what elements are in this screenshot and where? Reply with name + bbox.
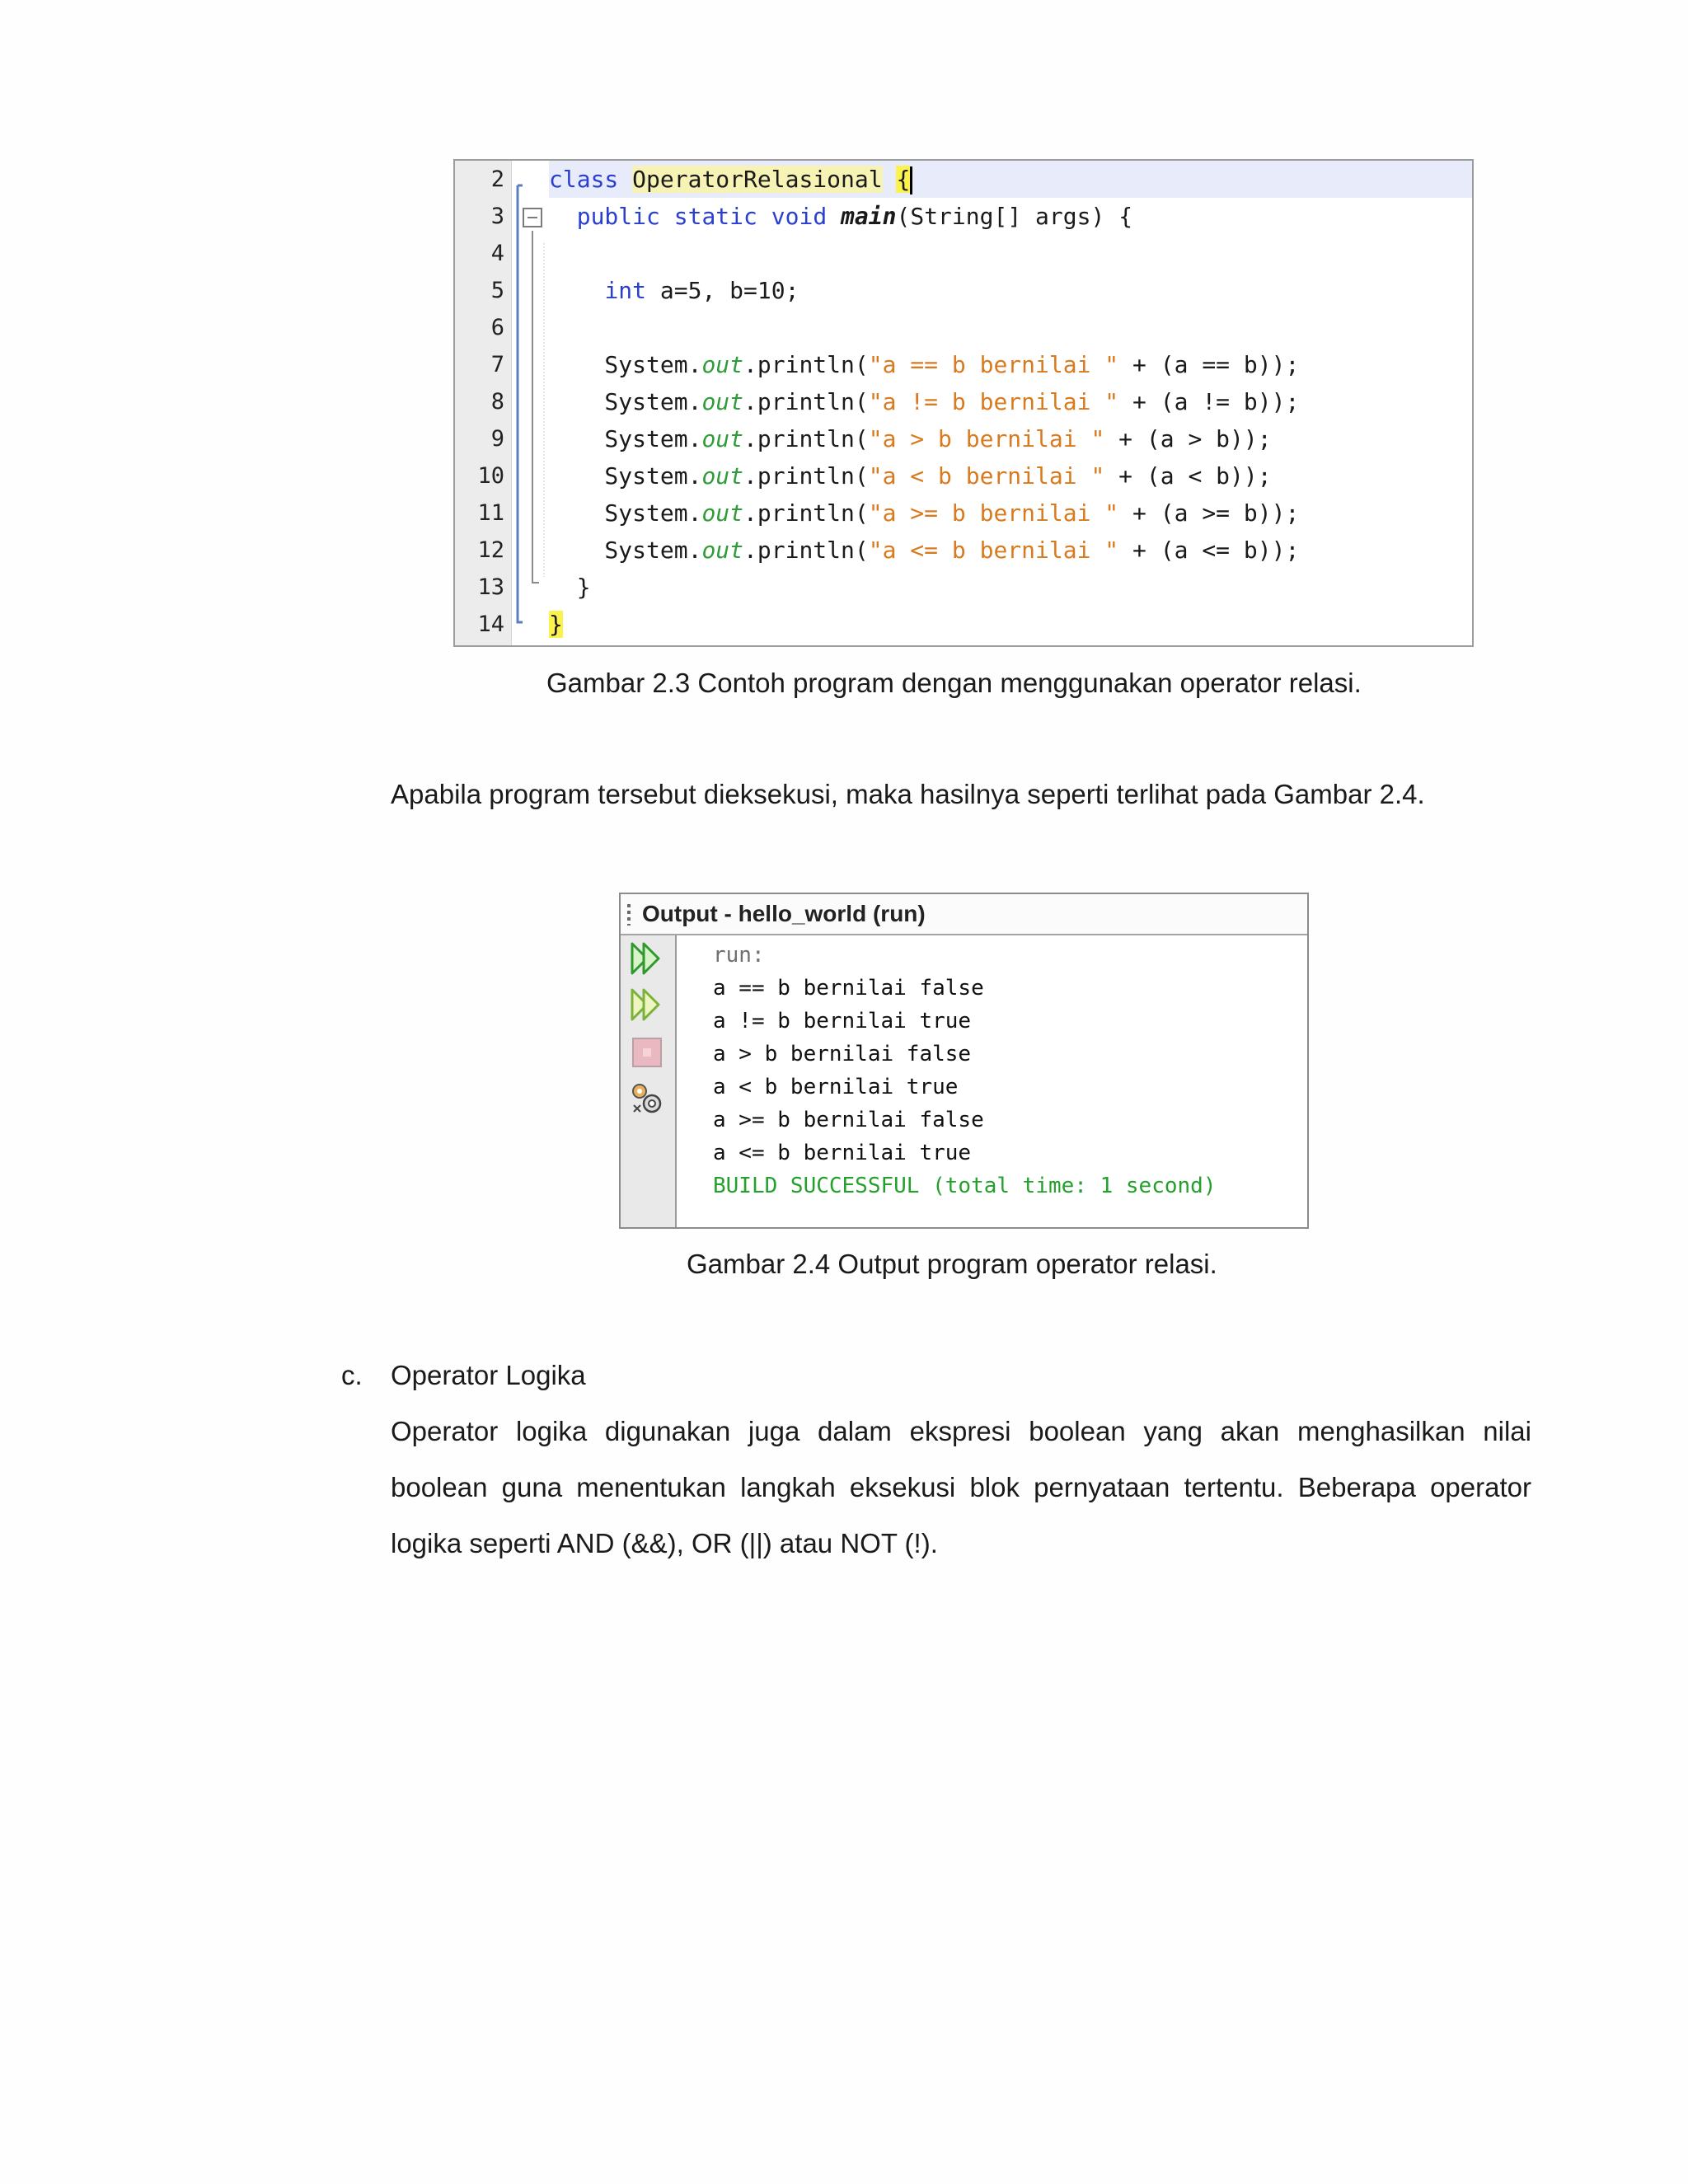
output-line: a < b bernilai true xyxy=(713,1075,959,1099)
line-number: 9 xyxy=(490,426,504,452)
output-line: a <= b bernilai true xyxy=(713,1141,972,1165)
code-token: + (a >= b)); xyxy=(1118,499,1300,527)
output-line: a >= b bernilai false xyxy=(713,1108,984,1132)
code-token: static xyxy=(673,203,757,230)
line-number: 13 xyxy=(477,574,504,600)
output-toolbar xyxy=(621,935,677,1227)
code-line[interactable] xyxy=(549,161,912,198)
figure-2-4-caption: Gambar 2.4 Output program operator relasi. xyxy=(687,1249,1217,1279)
text-caret xyxy=(910,166,912,194)
section-marker: c. xyxy=(341,1360,363,1390)
code-token: class xyxy=(549,166,619,193)
code-token xyxy=(549,277,604,304)
output-line: BUILD SUCCESSFUL (total time: 1 second) xyxy=(713,1174,1217,1198)
line-number: 12 xyxy=(477,537,504,563)
code-line[interactable] xyxy=(549,494,1299,532)
code-token: .println( xyxy=(743,537,869,564)
intro-paragraph: Apabila program tersebut dieksekusi, maka hasilnya seperti terlihat pada Gambar 2.4. xyxy=(391,779,1425,809)
paragraph-line-1: Operator logika digunakan juga dalam ekspresi boolean yang akan menghasilkan nilai xyxy=(391,1416,1531,1446)
code-token: } xyxy=(549,574,591,601)
rerun-icon[interactable] xyxy=(629,940,665,977)
line-number: 10 xyxy=(477,463,504,489)
code-token: System. xyxy=(549,499,702,527)
fold-guide-lines xyxy=(511,161,549,647)
output-tab-title[interactable]: Output - hello_world (run) xyxy=(642,901,926,926)
output-console[interactable] xyxy=(713,939,1299,1227)
stop-icon[interactable] xyxy=(629,1034,665,1071)
code-line[interactable] xyxy=(549,272,799,309)
code-token: + (a == b)); xyxy=(1118,351,1300,378)
output-line: a > b bernilai false xyxy=(713,1042,972,1066)
drag-grip-icon[interactable] xyxy=(627,904,631,926)
code-token: out xyxy=(701,388,744,415)
code-token: out xyxy=(701,537,744,564)
line-number-gutter xyxy=(455,161,512,645)
line-number: 3 xyxy=(490,204,504,229)
output-line: a == b bernilai false xyxy=(713,976,984,1001)
code-token: out xyxy=(701,351,744,378)
code-token: { xyxy=(896,166,911,193)
code-line[interactable] xyxy=(549,420,1272,457)
rerun-with-options-icon[interactable] xyxy=(629,987,665,1023)
code-token xyxy=(757,203,771,230)
code-line[interactable] xyxy=(549,346,1299,383)
code-line[interactable] xyxy=(549,198,1132,235)
code-token: out xyxy=(701,462,744,490)
code-token xyxy=(660,203,674,230)
code-token: out xyxy=(701,499,744,527)
code-line[interactable] xyxy=(549,383,1299,420)
code-line[interactable] xyxy=(549,532,1299,569)
code-line[interactable] xyxy=(549,457,1272,494)
code-token: out xyxy=(701,425,744,452)
code-token: System. xyxy=(549,351,702,378)
code-token: "a > b bernilai " xyxy=(868,425,1105,452)
line-number: 14 xyxy=(477,612,504,637)
line-number: 4 xyxy=(490,241,504,266)
code-token: "a == b bernilai " xyxy=(868,351,1119,378)
code-token: OperatorRelasional xyxy=(632,166,883,193)
line-number: 2 xyxy=(490,166,504,192)
paragraph-line-2: boolean guna menentukan langkah eksekusi blok pernyataan tertentu. Beberapa operator xyxy=(391,1472,1531,1502)
section-heading: Operator Logika xyxy=(391,1360,586,1390)
code-line[interactable] xyxy=(549,569,591,606)
line-number: 8 xyxy=(490,389,504,415)
output-title-bar xyxy=(621,894,1307,935)
code-token: System. xyxy=(549,388,702,415)
code-token: public xyxy=(576,203,660,230)
code-token xyxy=(883,166,897,193)
code-token: .println( xyxy=(743,388,869,415)
code-token: int xyxy=(604,277,647,304)
collapse-method-icon[interactable] xyxy=(523,208,542,227)
paragraph-line-3: logika seperti AND (&&), OR (||) atau NOT (!). xyxy=(391,1528,938,1558)
code-token: } xyxy=(549,611,563,638)
code-token: main xyxy=(841,203,897,230)
code-token: .println( xyxy=(743,499,869,527)
code-token: "a < b bernilai " xyxy=(868,462,1105,490)
code-token: (String[] args) { xyxy=(896,203,1133,230)
code-token xyxy=(827,203,841,230)
output-line: a != b bernilai true xyxy=(713,1009,972,1033)
code-editor-figure xyxy=(453,159,1474,647)
line-number: 7 xyxy=(490,352,504,377)
code-area[interactable] xyxy=(549,161,1472,645)
code-token: + (a != b)); xyxy=(1118,388,1300,415)
code-token xyxy=(549,203,577,230)
figure-2-3-caption: Gambar 2.3 Contoh program dengan menggunakan operator relasi. xyxy=(546,668,1362,698)
code-token: "a != b bernilai " xyxy=(868,388,1119,415)
output-panel-figure xyxy=(619,893,1309,1229)
code-token: a=5, b=10; xyxy=(646,277,799,304)
code-token: .println( xyxy=(743,351,869,378)
code-token: + (a > b)); xyxy=(1104,425,1272,452)
fold-column xyxy=(511,161,549,645)
line-number: 6 xyxy=(490,315,504,340)
line-number: 11 xyxy=(477,500,504,526)
code-token: System. xyxy=(549,462,702,490)
code-token: System. xyxy=(549,537,702,564)
code-token: .println( xyxy=(743,425,869,452)
code-token: + (a <= b)); xyxy=(1118,537,1300,564)
settings-icon[interactable] xyxy=(629,1080,665,1117)
code-token: + (a < b)); xyxy=(1104,462,1272,490)
code-token: .println( xyxy=(743,462,869,490)
code-token: "a >= b bernilai " xyxy=(868,499,1119,527)
code-token: System. xyxy=(549,425,702,452)
line-number: 5 xyxy=(490,278,504,303)
code-token: "a <= b bernilai " xyxy=(868,537,1119,564)
code-token xyxy=(618,166,632,193)
code-token: void xyxy=(771,203,828,230)
code-line[interactable] xyxy=(549,606,563,643)
output-line: run: xyxy=(713,943,765,968)
